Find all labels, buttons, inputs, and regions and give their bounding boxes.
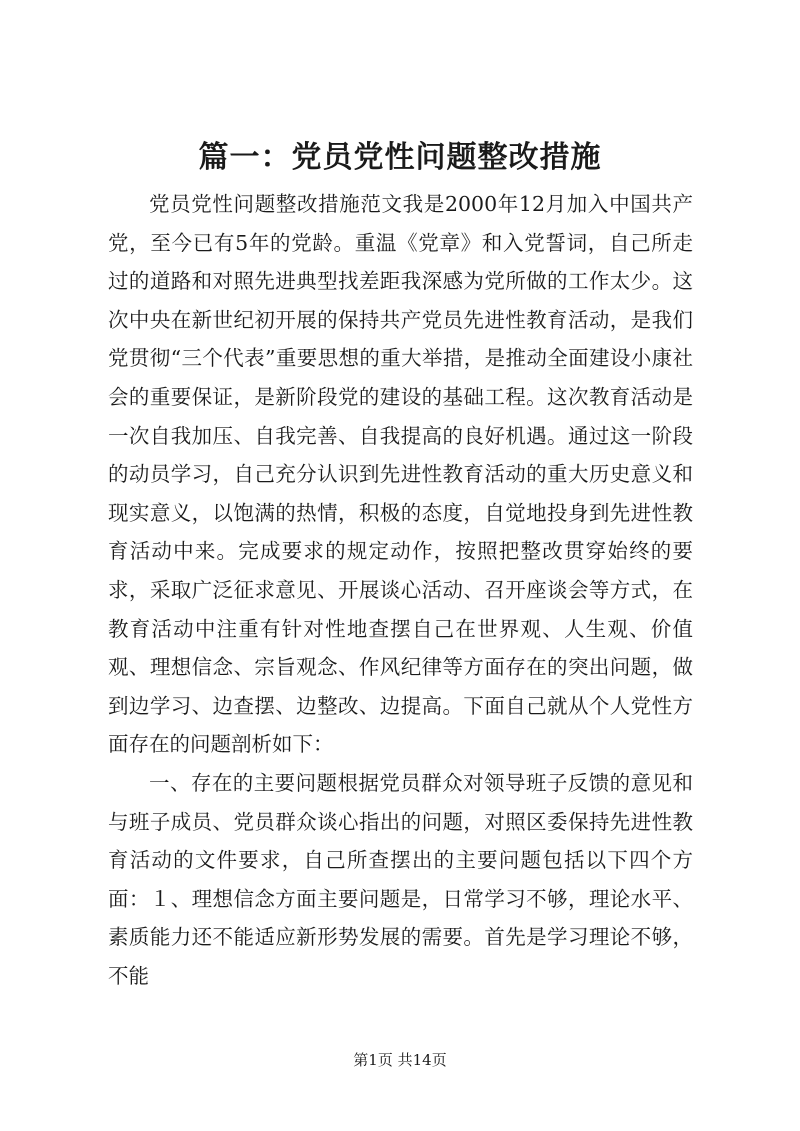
document-title: 篇一：党员党性问题整改措施 — [198, 140, 602, 175]
page-number-footer: 第1页 共14页 — [353, 1051, 447, 1069]
body-paragraph-1: 党员党性问题整改措施范文我是2000年12月加入中国共产党，至今已有5年的党龄。重温《党章》和入党誓词，自己所走过的道路和对照先进典型找差距我深感为党所做的工作太少。这次中央在新世纪初开展的保持共产党员先进性教育活动，是我们党贯彻“三个代表”重要思想的重大举措，是推动全面建设小康社会的重要保证，是新阶段党的建设的基础工程。这次教育活动是一次自我加压、自我完善、自我提高的良好机遇。通过这一阶段的动员学习，自己充分认识到先进性教育活动的重大历史意义和现实意义，以饱满的热情，积极的态度，自觉地投身到先进性教育活动中来。完成要求的规定动作，按照把整改贯穿始终的要求，采取广泛征求意见、开展谈心活动、召开座谈会等方式，在教育活动中注重有针对性地查摆自己在世界观、人生观、价值观、理想信念、宗旨观念、作风纪律等方面存在的突出问题，做到边学习、边查摆、边整改、边提高。下面自己就从个人党性方面存在的问题剖析如下： — [108, 192, 693, 757]
document-body — [108, 185, 693, 995]
body-paragraph-2: 一、存在的主要问题根据党员群众对领导班子反馈的意见和与班子成员、党员群众谈心指出的问题，对照区委保持先进性教育活动的文件要求，自己所查摆出的主要问题包括以下四个方面：１、理想信念方面主要问题是，日常学习不够，理论水平、素质能力还不能适应新形势发展的需要。首先是学习理论不够，不能 — [108, 770, 693, 988]
